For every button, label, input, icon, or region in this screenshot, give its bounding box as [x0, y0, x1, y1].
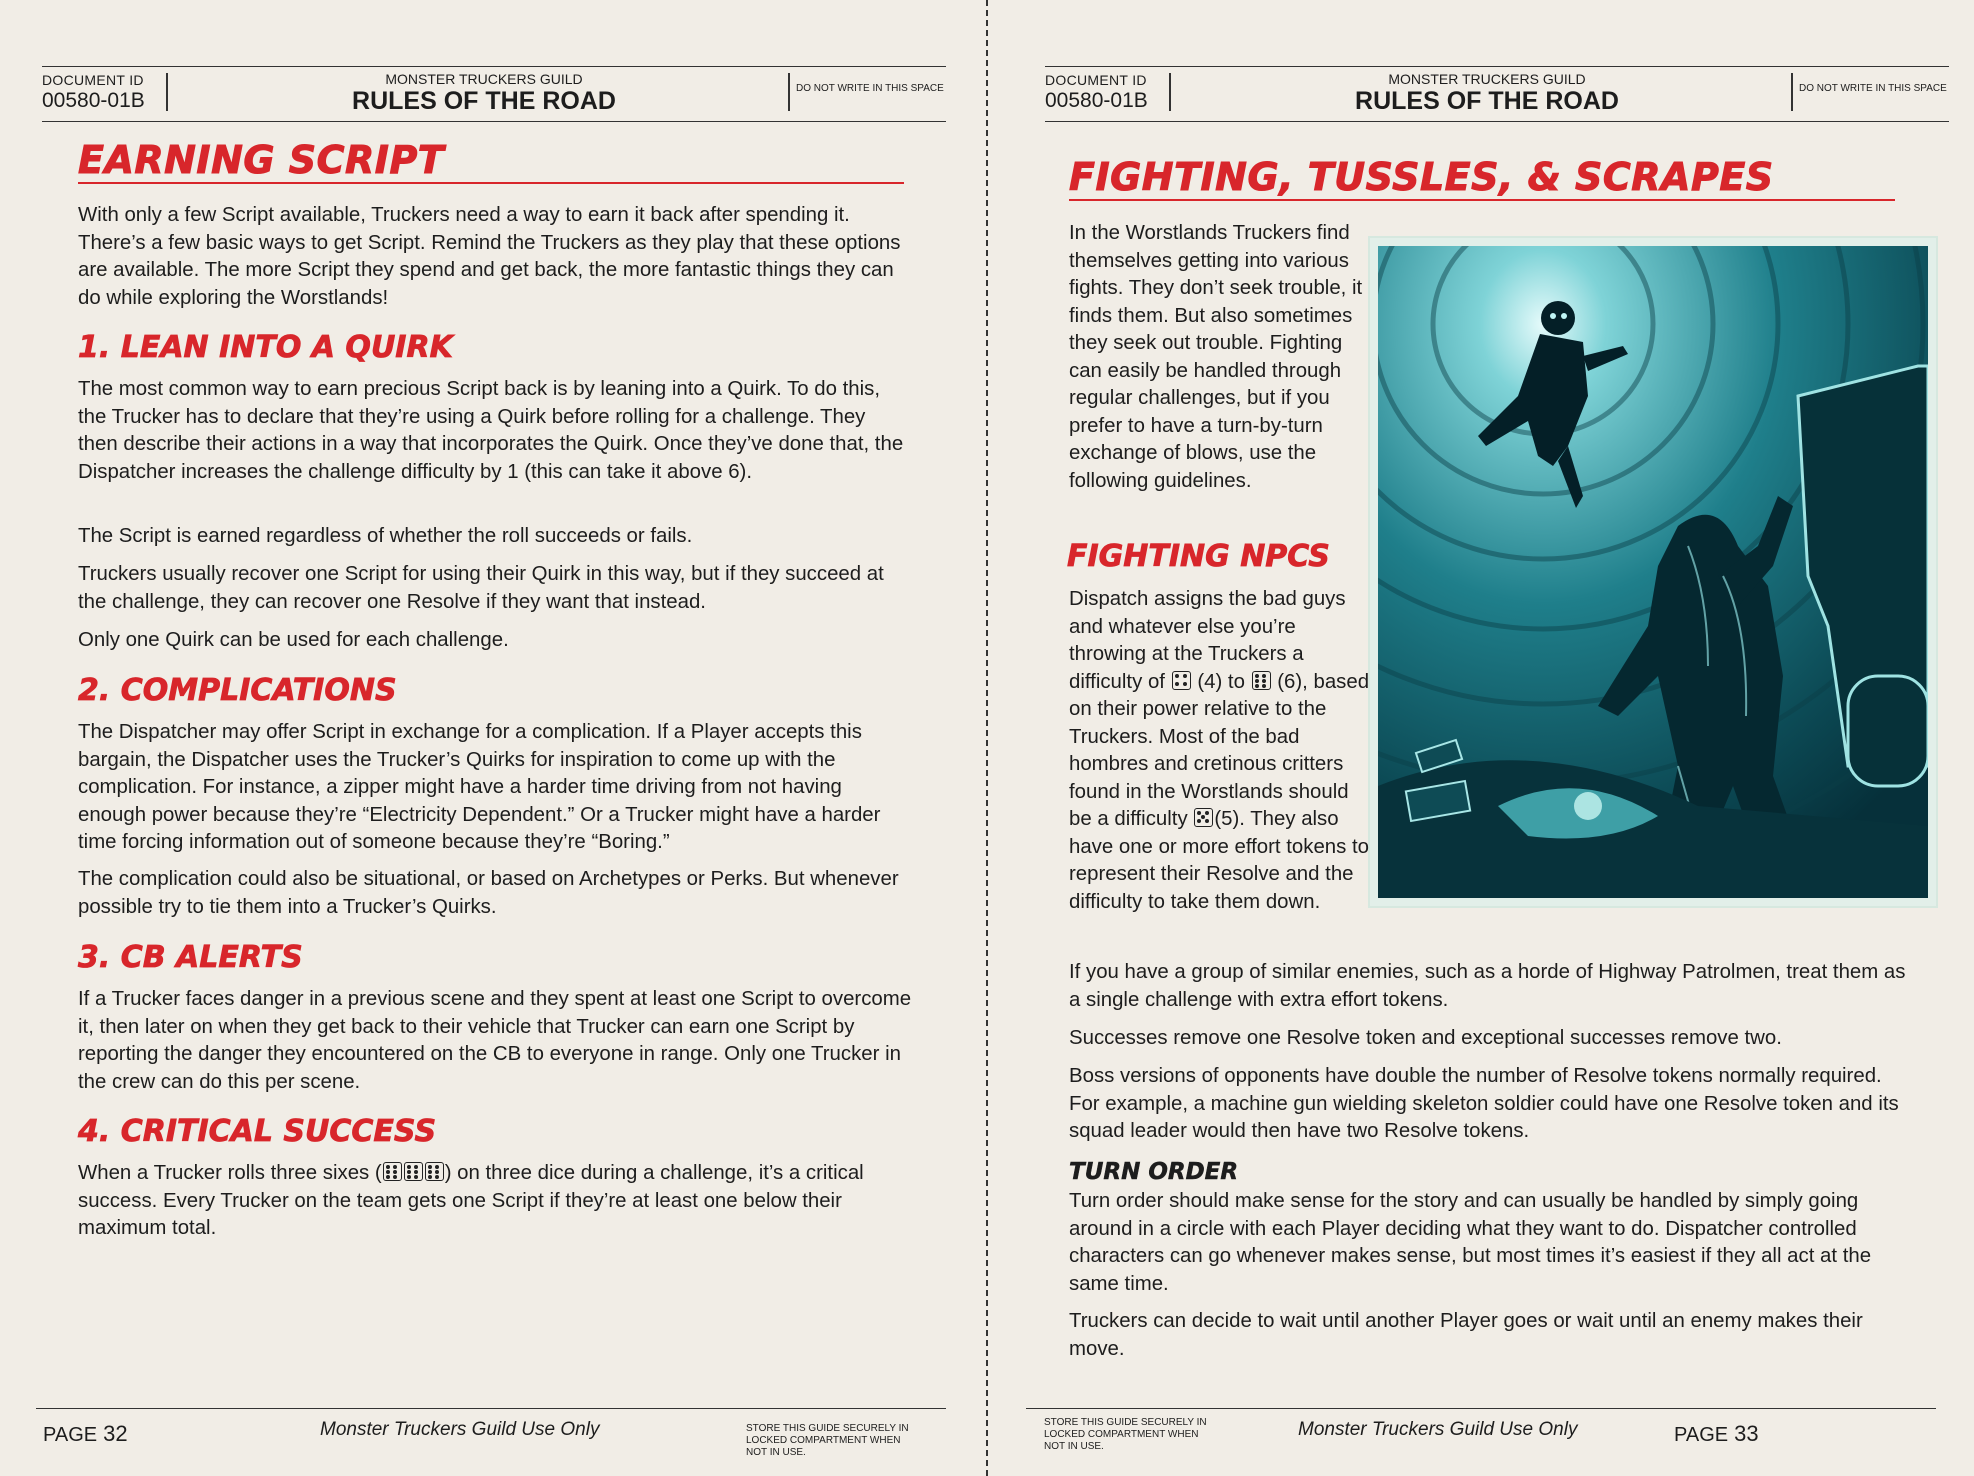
text: Dispatch assigns the bad guys and whatever else you’re throwing at the Truckers a difficulty of — [1069, 588, 1346, 693]
paragraph: If a Trucker faces danger in a previous scene and they spent at least one Script to overcome it, then later on when they get back to their vehicle that Trucker can earn one Script by reporting the danger they encountered on the CB to everyone in range. Only one Trucker in the crew can do this per scene. — [78, 988, 912, 1093]
document-id-label: DOCUMENT ID — [42, 72, 144, 88]
page-number-value: 32 — [103, 1421, 128, 1446]
page-label: PAGE — [43, 1424, 98, 1446]
document-id-label: DOCUMENT ID — [1045, 72, 1147, 88]
page-header — [42, 66, 946, 122]
die-face-icon — [1172, 671, 1191, 690]
paragraph: The Script is earned regardless of whether the roll succeeds or fails. — [78, 525, 693, 547]
paragraph: The complication could also be situational, or based on Archetypes or Perks. But whenever possible try to tie them into a Trucker’s Quirks. — [78, 868, 899, 918]
text: ) on three dice during a challenge, it’s a critical success. Every Trucker on the team gets one Script if they’re at least one below their maximum total. — [78, 1162, 864, 1239]
underground-fight-illustration — [1370, 238, 1936, 906]
page-number-value: 33 — [1734, 1421, 1759, 1446]
document-id — [42, 73, 168, 111]
paragraph: Successes remove one Resolve token and exceptional successes remove two. — [1069, 1027, 1782, 1049]
heading-cb-alerts: 3. CB ALERTS — [78, 940, 303, 975]
page-32 — [0, 0, 986, 1476]
text: When a Trucker rolls three sixes ( — [78, 1162, 382, 1184]
paragraph — [78, 1160, 912, 1243]
paragraph: Only one Quirk can be used for each challenge. — [78, 629, 509, 651]
paragraph — [1069, 586, 1375, 916]
die-face-icon — [425, 1162, 444, 1181]
heading-complications: 2. COMPLICATIONS — [78, 673, 397, 708]
use-only-note: Monster Truckers Guild Use Only — [320, 1419, 600, 1440]
text: (6), based on their power relative to the Truckers. Most of the bad hombres and cretinous critters found in the Worstlands should be a difficulty — [1069, 670, 1370, 830]
section-title: FIGHTING, TUSSLES, & SCRAPES — [1069, 155, 1895, 201]
heading-lean-into-quirk: 1. LEAN INTO A QUIRK — [78, 330, 453, 365]
storage-note: STORE THIS GUIDE SECURELY IN LOCKED COMPARTMENT WHEN NOT IN USE. — [1044, 1417, 1207, 1452]
text: (4) to — [1197, 670, 1245, 693]
section-title: EARNING SCRIPT — [78, 138, 904, 184]
page-number — [1674, 1421, 1759, 1447]
page-header — [1045, 66, 1949, 122]
heading-fighting-npcs: FIGHTING NPCS — [1067, 539, 1330, 574]
die-face-icon — [383, 1162, 402, 1181]
intro-paragraph: With only a few Script available, Truckers need a way to earn it back after spending it. There’s a few basic ways to get Script. Remind the Truckers as they play that these options are available. The more Script they spend and get back, the more fantastic things they can do while exploring the Worstlands! — [78, 204, 901, 309]
text: (5). They also have one or more effort tokens to represent their Resolve and the difficulty to take them down. — [1069, 808, 1369, 913]
guild-name: MONSTER TRUCKERS GUILD — [1388, 71, 1586, 87]
guild-block — [1195, 71, 1779, 115]
guide-title: RULES OF THE ROAD — [352, 87, 616, 115]
illustration-image — [1378, 246, 1928, 898]
paragraph: Truckers usually recover one Script for using their Quirk in this way, but if they succeed at the challenge, they can recover one Resolve if they want that instead. — [78, 563, 884, 613]
page-number — [43, 1421, 128, 1447]
heading-critical-success: 4. CRITICAL SUCCESS — [78, 1114, 437, 1149]
storage-note: STORE THIS GUIDE SECURELY IN LOCKED COMPARTMENT WHEN NOT IN USE. — [746, 1423, 909, 1458]
die-face-icon — [404, 1162, 423, 1181]
use-only-note: Monster Truckers Guild Use Only — [1298, 1419, 1578, 1440]
paragraph: Turn order should make sense for the story and can usually be handled by simply going around in a circle with each Player deciding what they want to do. Dispatcher controlled characters can go whenever makes sense, but most times it’s easiest if they all act at the same time. — [1069, 1190, 1872, 1295]
guild-block — [192, 71, 776, 115]
do-not-write-box: DO NOT WRITE IN THIS SPACE — [1791, 73, 1949, 111]
document-id — [1045, 73, 1171, 111]
guide-title: RULES OF THE ROAD — [1355, 87, 1619, 115]
page-33 — [988, 0, 1974, 1476]
paragraph: Boss versions of opponents have double the number of Resolve tokens normally required. For example, a machine gun wielding skeleton soldier could have one Resolve token and its squad leader would then have two Resolve tokens. — [1069, 1065, 1899, 1142]
die-face-icon — [1194, 808, 1213, 827]
do-not-write-box: DO NOT WRITE IN THIS SPACE — [788, 73, 946, 111]
paragraph: The most common way to earn precious Script back is by leaning into a Quirk. To do this, the Trucker has to declare that they’re using a Quirk before rolling for a challenge. They then describe their actions in a way that incorporates the Quirk. Once they’ve done that, the Dispatcher increases the challenge difficulty by 1 (this can take it above 6). — [78, 378, 904, 483]
paragraph: The Dispatcher may offer Script in exchange for a complication. If a Player accepts this bargain, the Dispatcher uses the Trucker’s Quirks for inspiration to come up with the complication. For instance, a zipper might have a harder time driving from not having enough power because they’re “Electricity Dependent.” Or a Trucker might have a harder time forcing information out of someone because they’re “Boring.” — [78, 721, 881, 853]
document-id-value: 00580-01B — [42, 89, 145, 112]
guild-name: MONSTER TRUCKERS GUILD — [385, 71, 583, 87]
paragraph: If you have a group of similar enemies, such as a horde of Highway Patrolmen, treat them as a single challenge with extra effort tokens. — [1069, 961, 1906, 1011]
paragraph: Truckers can decide to wait until another Player goes or wait until an enemy makes their move. — [1069, 1310, 1863, 1360]
heading-turn-order: TURN ORDER — [1069, 1159, 1239, 1185]
page-footer — [1026, 1408, 1936, 1469]
document-id-value: 00580-01B — [1045, 89, 1148, 112]
page-label: PAGE — [1674, 1424, 1729, 1446]
intro-paragraph: In the Worstlands Truckers find themselves getting into various fights. They don’t seek trouble, it finds them. But also sometimes they seek out trouble. Fighting can easily be handled through regular challenges, but if you prefer to have a turn-by-turn exchange of blows, use the following guidelines. — [1069, 222, 1363, 492]
die-face-icon — [1252, 671, 1271, 690]
page-footer — [36, 1408, 946, 1469]
